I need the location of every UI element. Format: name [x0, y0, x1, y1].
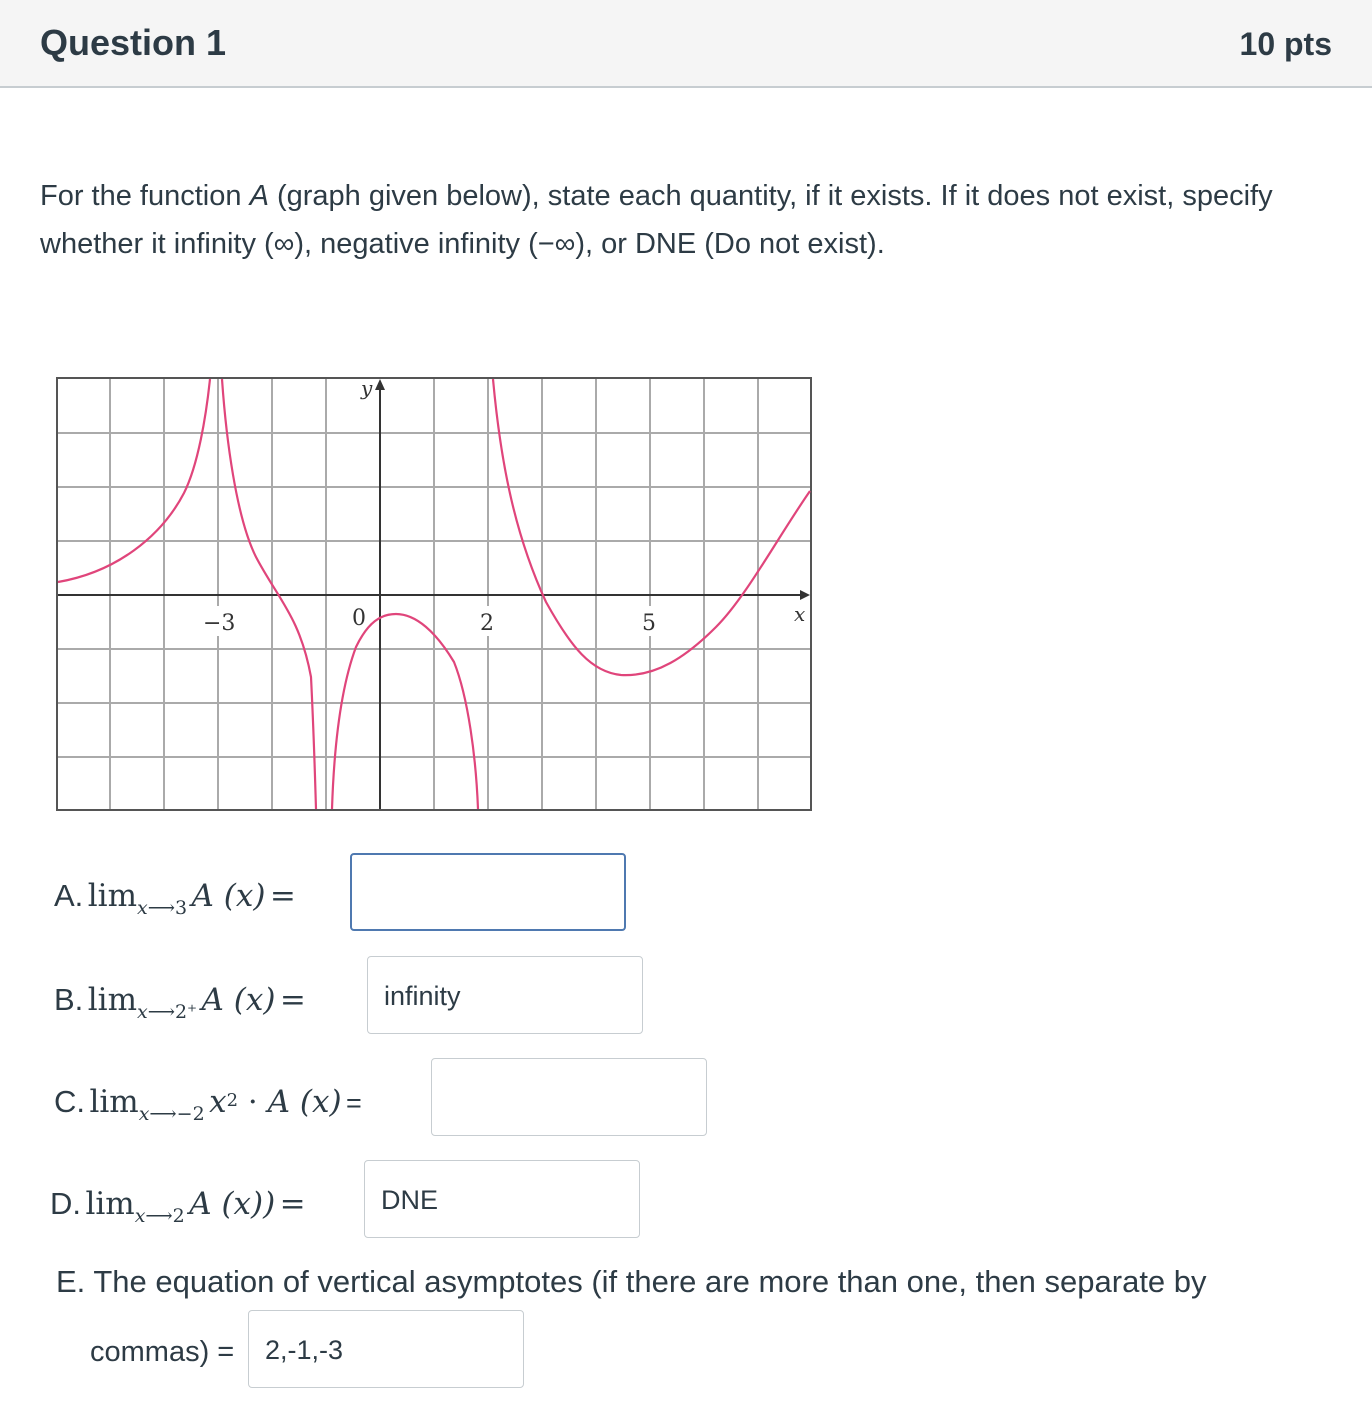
part-c-arg: (x): [299, 1084, 342, 1120]
part-c-label: C.: [54, 1084, 85, 1119]
tick-label-2: 2: [480, 611, 494, 636]
part-a-label: A.: [54, 878, 84, 913]
part-d-eq: =: [279, 1186, 306, 1222]
tick-label-0: 0: [352, 606, 366, 631]
part-b-func: A: [201, 982, 224, 1018]
part-c-func: A: [267, 1084, 291, 1120]
part-b-answer-input[interactable]: infinity: [367, 956, 643, 1034]
part-b-eq: =: [279, 982, 306, 1018]
part-b-sub-arrow: ⟶: [147, 1001, 175, 1023]
part-c-dot: ·: [247, 1084, 258, 1120]
question-points: 10 pts: [1239, 26, 1332, 62]
part-a-eq: =: [269, 878, 296, 914]
y-axis-label: y: [361, 377, 373, 400]
part-e-label: E. The equation of vertical asymptotes (if there are more than one, then separate by: [56, 1264, 1207, 1299]
part-c-exp: 2: [226, 1090, 239, 1111]
part-b-arg: (x): [233, 982, 276, 1018]
part-b-label: B.: [54, 982, 84, 1017]
part-e-label-cont: commas) =: [90, 1336, 235, 1368]
prompt-part1: For the function: [40, 180, 250, 212]
part-c-sub-var: x: [138, 1103, 150, 1125]
part-c-lim: lim: [89, 1084, 139, 1120]
part-d-sub-arrow: ⟶: [145, 1205, 173, 1227]
part-e-answer-input[interactable]: 2,-1,-3: [248, 1310, 524, 1388]
part-d-sub-var: x: [134, 1205, 146, 1227]
part-c-prompt: [54, 1084, 362, 1125]
part-a-func: A: [191, 878, 214, 914]
tick-label-neg3: −3: [203, 611, 236, 636]
prompt-func: A: [249, 180, 269, 212]
x-axis-label: x: [794, 602, 806, 626]
part-d-prompt: [50, 1186, 306, 1227]
question-header: [0, 0, 1372, 88]
part-d-label: D.: [50, 1186, 81, 1221]
part-b-lim: lim: [87, 982, 137, 1018]
part-a-sub-target: 3: [174, 897, 188, 919]
prompt-part2: (graph given below), state each quantity, if it exists. If it does not exist, specify whether it infinity (∞), negative infinity (−∞), or DNE (Do not exist).: [40, 180, 1273, 260]
part-a-answer-input[interactable]: [350, 853, 626, 931]
part-a-sub-var: x: [136, 897, 148, 919]
part-a-arg: (x): [223, 878, 266, 914]
part-c-var: x: [209, 1084, 227, 1120]
part-d-lim: lim: [85, 1186, 135, 1222]
part-d-arg: (x)): [221, 1186, 276, 1222]
part-b-sub-target: 2⁺: [174, 1001, 198, 1023]
function-graph: [56, 377, 812, 813]
part-a-lim: lim: [87, 878, 137, 914]
part-b-prompt: [54, 982, 306, 1023]
part-d-sub-target: 2: [172, 1205, 185, 1227]
part-c-sub-arrow: ⟶: [149, 1103, 177, 1125]
part-d-answer-input[interactable]: DNE: [364, 1160, 640, 1238]
part-c-eq: =: [346, 1088, 362, 1118]
part-a-sub-arrow: ⟶: [147, 897, 175, 919]
question-title: Question 1: [40, 22, 227, 63]
part-b-sub-var: x: [136, 1001, 148, 1023]
part-a-prompt: [54, 878, 296, 919]
part-c-answer-input[interactable]: [431, 1058, 707, 1136]
part-d-func: A: [189, 1186, 212, 1222]
question-prompt: [40, 172, 1340, 268]
part-c-sub-target: −2: [176, 1103, 205, 1125]
tick-label-5: 5: [642, 611, 656, 636]
